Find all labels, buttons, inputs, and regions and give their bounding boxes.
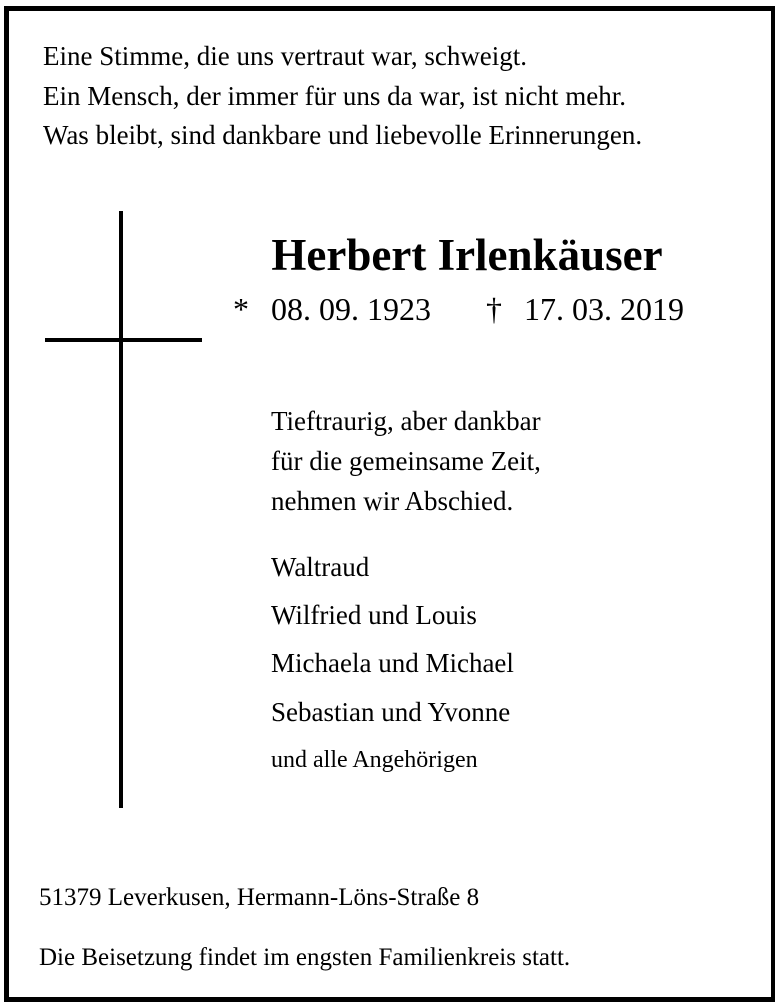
- death-dagger-icon: †: [486, 291, 502, 327]
- message-line: nehmen wir Abschied.: [271, 486, 514, 516]
- cross-icon: [119, 211, 123, 808]
- death-date: 17. 03. 2019: [524, 291, 684, 327]
- cross-icon-crossbar: [45, 338, 202, 342]
- birth-date: 08. 09. 1923: [271, 291, 431, 327]
- funeral-note: Die Beisetzung findet im engsten Familienkreis statt.: [39, 944, 571, 971]
- mourner-name: Waltraud: [271, 552, 370, 582]
- birth-star-icon: *: [233, 291, 249, 327]
- intro-verse: [43, 37, 773, 156]
- mourner-relatives: und alle Angehörigen: [271, 747, 478, 773]
- intro-line: Was bleibt, sind dankbare und liebevolle Erinnerungen.: [43, 120, 643, 150]
- intro-line: Eine Stimme, die uns vertraut war, schweigt.: [43, 41, 528, 71]
- farewell-message: [271, 401, 541, 521]
- family-address: 51379 Leverkusen, Hermann-Löns-Straße 8: [39, 884, 480, 911]
- message-line: Tieftraurig, aber dankbar: [271, 406, 541, 436]
- message-line: für die gemeinsame Zeit,: [271, 446, 541, 476]
- mourner-name: Michaela und Michael: [271, 648, 514, 678]
- mourner-name: Sebastian und Yvonne: [271, 697, 511, 727]
- intro-line: Ein Mensch, der immer für uns da war, ist nicht mehr.: [43, 80, 627, 111]
- obituary-notice: [4, 6, 775, 1002]
- mourner-name: Wilfried und Louis: [271, 600, 477, 630]
- deceased-name: Herbert Irlenkäuser: [271, 230, 663, 280]
